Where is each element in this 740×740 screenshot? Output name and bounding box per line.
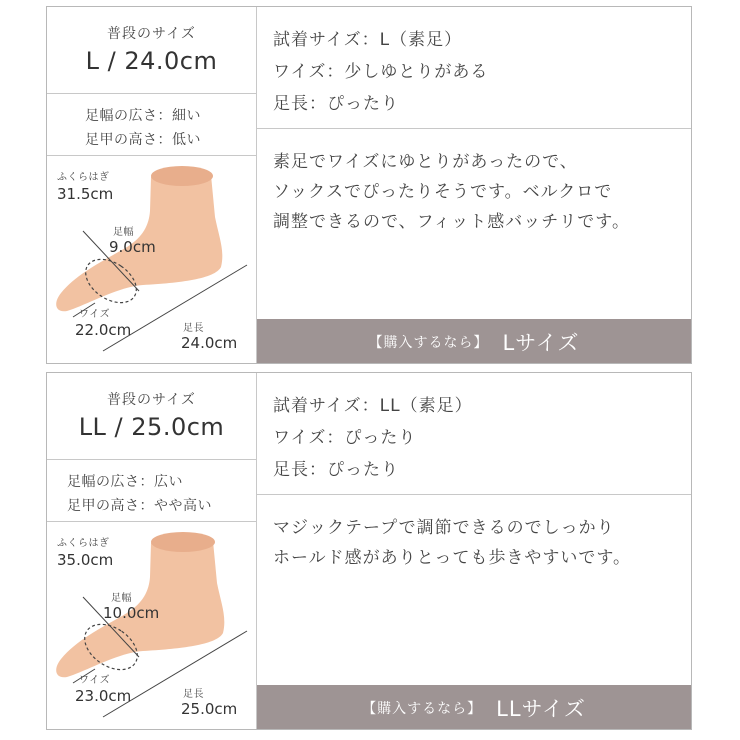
usual-size-label: 普段のサイズ bbox=[107, 392, 196, 408]
trial-size: 試着サイズ：L（素足） bbox=[273, 30, 463, 50]
profile-column bbox=[47, 7, 257, 363]
foot-diagram bbox=[47, 155, 256, 363]
buy-prefix: 【購入するなら】 bbox=[368, 335, 489, 351]
calf-label: ふくらはぎ bbox=[57, 538, 110, 549]
usual-size-box bbox=[47, 373, 256, 460]
trial-length: 足長：ぴったり bbox=[273, 94, 399, 114]
usual-size-value: LL / 25.0cm bbox=[78, 413, 225, 441]
buy-prefix: 【購入するなら】 bbox=[362, 701, 483, 717]
foot-length-label: 足長 bbox=[183, 689, 204, 700]
calf-value: 35.0cm bbox=[57, 551, 114, 569]
foot-features-box bbox=[47, 93, 256, 156]
trial-wise: ワイズ：ぴったり bbox=[273, 428, 417, 448]
calf-top-ellipse bbox=[151, 532, 215, 552]
buy-recommendation-bar bbox=[257, 319, 691, 363]
recommended-size: Lサイズ bbox=[502, 331, 580, 355]
trial-wise: ワイズ：少しゆとりがある bbox=[273, 62, 489, 82]
foot-width-feature: 足幅の広さ：広い bbox=[67, 474, 183, 490]
wise-label: ワイズ bbox=[79, 675, 111, 686]
review-column bbox=[257, 7, 691, 363]
trial-info bbox=[257, 7, 691, 129]
recommended-size: LLサイズ bbox=[496, 697, 586, 721]
wise-value: 22.0cm bbox=[75, 321, 132, 339]
calf-label: ふくらはぎ bbox=[57, 172, 110, 183]
trial-length: 足長：ぴったり bbox=[273, 460, 399, 480]
comment-line: 素足でワイズにゆとりがあったので、 bbox=[273, 152, 578, 172]
instep-height-feature: 足甲の高さ：やや高い bbox=[67, 498, 212, 514]
foot-features-box bbox=[47, 459, 256, 522]
foot-width-value: 10.0cm bbox=[103, 604, 160, 622]
foot-width-feature: 足幅の広さ：細い bbox=[85, 108, 201, 124]
foot-length-value: 24.0cm bbox=[181, 334, 238, 352]
foot-width-label: 足幅 bbox=[113, 227, 134, 238]
usual-size-value: L / 24.0cm bbox=[85, 47, 218, 75]
calf-value: 31.5cm bbox=[57, 185, 114, 203]
calf-top-ellipse bbox=[151, 166, 213, 186]
comment-line: ソックスでぴったりそうです。ベルクロで bbox=[273, 182, 613, 202]
wise-value: 23.0cm bbox=[75, 687, 132, 705]
size-card-2 bbox=[46, 372, 692, 730]
profile-column bbox=[47, 373, 257, 729]
foot-diagram bbox=[47, 521, 256, 729]
wise-label: ワイズ bbox=[79, 309, 111, 320]
trial-info bbox=[257, 373, 691, 495]
foot-length-value: 25.0cm bbox=[181, 700, 238, 718]
comment-line: ホールド感がありとっても歩きやすいです。 bbox=[273, 548, 631, 568]
comment-line: マジックテープで調節できるのでしっかり bbox=[273, 518, 615, 538]
foot-width-value: 9.0cm bbox=[109, 238, 156, 256]
usual-size-label: 普段のサイズ bbox=[107, 26, 196, 42]
size-card-1 bbox=[46, 6, 692, 364]
instep-height-feature: 足甲の高さ：低い bbox=[85, 132, 201, 148]
usual-size-box bbox=[47, 7, 256, 94]
trial-size: 試着サイズ：LL（素足） bbox=[273, 396, 473, 416]
foot-width-label: 足幅 bbox=[111, 593, 132, 604]
buy-recommendation-bar bbox=[257, 685, 691, 729]
review-column bbox=[257, 373, 691, 729]
comment-line: 調整できるので、フィット感バッチリです。 bbox=[273, 212, 630, 232]
foot-length-label: 足長 bbox=[183, 323, 204, 334]
